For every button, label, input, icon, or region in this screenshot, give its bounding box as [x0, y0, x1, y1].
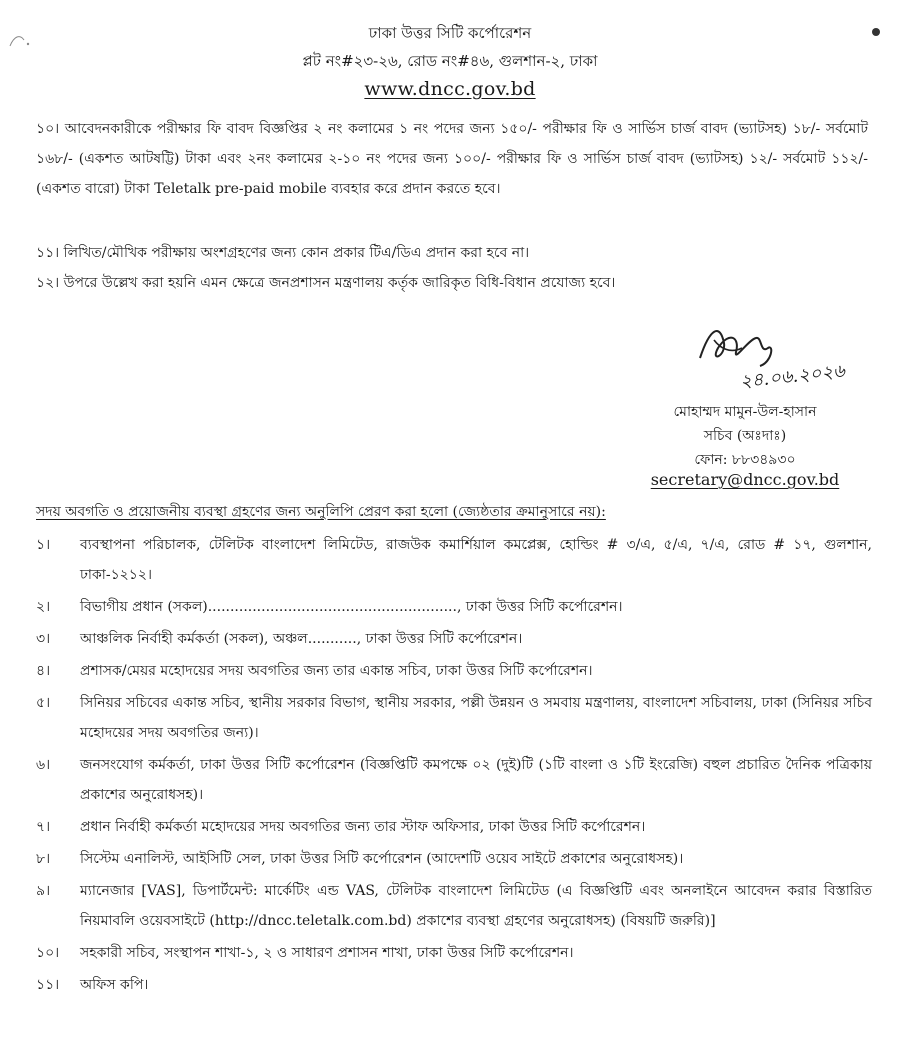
signatory-name: মোহাম্মদ মামুন-উল-হাসান — [673, 404, 817, 420]
org-address: প্লট নং#২৩-২৬, রোড নং#৪৬, গুলশান-২, ঢাকা — [302, 52, 598, 70]
org-website[interactable]: www.dncc.gov.bd — [364, 78, 536, 100]
list-item-number: ৩। — [36, 631, 51, 647]
list-item — [36, 624, 872, 654]
list-item — [36, 656, 872, 686]
list-item-text: প্রশাসক/মেয়র মহোদয়ের সদয় অবগতির জন্য তার একান্ত সচিব, ঢাকা উত্তর সিটি কর্পোরেশন। — [80, 663, 593, 679]
list-item — [36, 530, 872, 590]
cc-heading: সদয় অবগতি ও প্রয়োজনীয় ব্যবস্থা গ্রহণের জন্য অনুলিপি প্রেরণ করা হলো (জ্যেষ্ঠতার ক্রমানুসারে নয়): — [36, 504, 606, 520]
list-item-text: আঞ্চলিক নির্বাহী কর্মকর্তা (সকল), অঞ্চল..........., ঢাকা উত্তর সিটি কর্পোরেশন। — [80, 631, 523, 647]
list-item — [36, 592, 872, 622]
list-item-number: ২। — [36, 599, 51, 615]
list-item-number: ৮। — [36, 851, 51, 867]
list-item-text: সিনিয়র সচিবের একান্ত সচিব, স্থানীয় সরকার বিভাগ, স্থানীয় সরকার, পল্লী উন্নয়ন ও সমবায় মন্ত্রণালয়, বাংলাদেশ সচিবালয়, ঢাকা (সিনিয়র সচিব মহোদয়ের সদয় অবগতির জন্য)। — [80, 695, 872, 741]
list-item-number: ৬। — [36, 757, 51, 773]
list-item — [36, 970, 872, 1000]
list-item-number: ৭। — [36, 819, 51, 835]
list-item — [36, 938, 872, 968]
list-item-number: ৫। — [36, 695, 51, 711]
org-name: ঢাকা উত্তর সিটি কর্পোরেশন — [368, 24, 532, 42]
list-item-number: ১০। — [36, 945, 60, 961]
list-item-text: সিস্টেম এনালিস্ট, আইসিটি সেল, ঢাকা উত্তর সিটি কর্পোরেশন (আদেশটি ওয়েব সাইটে প্রকাশের অনুরোধসহ)। — [80, 851, 684, 867]
paragraph-11: ১১। লিখিত/মৌখিক পরীক্ষায় অংশগ্রহণের জন্য কোন প্রকার টিএ/ডিএ প্রদান করা হবে না। — [36, 245, 530, 261]
signature-date: ২৪.০৬.২০২৬ — [739, 360, 846, 393]
list-item — [36, 876, 872, 936]
list-item — [36, 844, 872, 874]
signatory-phone: ফোন: ৮৮৩৪৯৩০ — [694, 452, 796, 468]
list-item — [36, 812, 872, 842]
list-item-text: বিভাগীয় প্রধান (সকল)........................................................, ঢাকা উত্তর সিটি কর্পোরেশন। — [80, 599, 623, 615]
list-item-text: জনসংযোগ কর্মকর্তা, ঢাকা উত্তর সিটি কর্পোরেশন (বিজ্ঞপ্তিটি কমপক্ষে ০২ (দুই)টি (১টি বাংলা ও ১টি ইংরেজি) বহুল প্রচারিত দৈনিক পত্রিকায় প্রকাশের অনুরোধসহ)। — [80, 757, 872, 803]
list-item-text: প্রধান নির্বাহী কর্মকর্তা মহোদয়ের সদয় অবগতির জন্য তার স্টাফ অফিসার, ঢাকা উত্তর সিটি কর্পোরেশন। — [80, 819, 646, 835]
cc-list — [36, 530, 872, 1000]
paragraph-12: ১২। উপরে উল্লেখ করা হয়নি এমন ক্ষেত্রে জনপ্রশাসন মন্ত্রণালয় কর্তৃক জারিকৃত বিধি-বিধান প্রযোজ্য হবে। — [36, 275, 616, 291]
signatory-title: সচিব (অঃদাঃ) — [703, 428, 787, 444]
signatory-email[interactable]: secretary@dncc.gov.bd — [650, 470, 840, 489]
list-item — [36, 688, 872, 748]
list-item-number: ১। — [36, 537, 51, 553]
list-item-text: সহকারী সচিব, সংস্থাপন শাখা-১, ২ ও সাধারণ প্রশাসন শাখা, ঢাকা উত্তর সিটি কর্পোরেশন। — [80, 945, 574, 961]
list-item-number: ৯। — [36, 883, 51, 899]
list-item-number: ৪। — [36, 663, 51, 679]
paragraph-10: ১০। আবেদনকারীকে পরীক্ষার ফি বাবদ বিজ্ঞপ্তির ২ নং কলামের ১ নং পদের জন্য ১৫০/- পরীক্ষার ফি ও সার্ভিস চার্জ বাবদ (ভ্যাটসহ) ১৮/- সর্বমোট ১৬৮/- (একশত আটষট্টি) টাকা এবং ২নং কলামের ২-১০ নং পদের জন্য ১০০/- পরীক্ষার ফি ও সার্ভিস চার্জ বাবদ (ভ্যাটসহ) ১২/- সর্বমোট ১১২/- (একশত বারো) টাকা Teletalk pre-paid mobile ব্যবহার করে প্রদান করতে হবে। — [36, 121, 868, 197]
list-item-text: ম্যানেজার [VAS], ডিপার্টমেন্ট: মার্কেটিং এন্ড VAS, টেলিটক বাংলাদেশ লিমিটেড (এ বিজ্ঞপ্তিটি এবং অনলাইনে আবেদন করার বিস্তারিত নিয়মাবলি ওয়েবসাইটে (http://dncc.teletalk.com.bd) প্রকাশের ব্যবস্থা গ্রহণের অনুরোধসহ) (বিষয়টি জরুরি)] — [80, 883, 872, 929]
list-item-text: ব্যবস্থাপনা পরিচালক, টেলিটক বাংলাদেশ লিমিটেড, রাজউক কমার্শিয়াল কমপ্লেক্স, হোল্ডিং # ৩/এ, ৫/এ, ৭/এ, রোড # ১৭, গুলশান, ঢাকা-১২১২। — [80, 537, 872, 583]
list-item-number: ১১। — [36, 977, 60, 993]
list-item — [36, 750, 872, 810]
list-item-text: অফিস কপি। — [80, 977, 149, 993]
